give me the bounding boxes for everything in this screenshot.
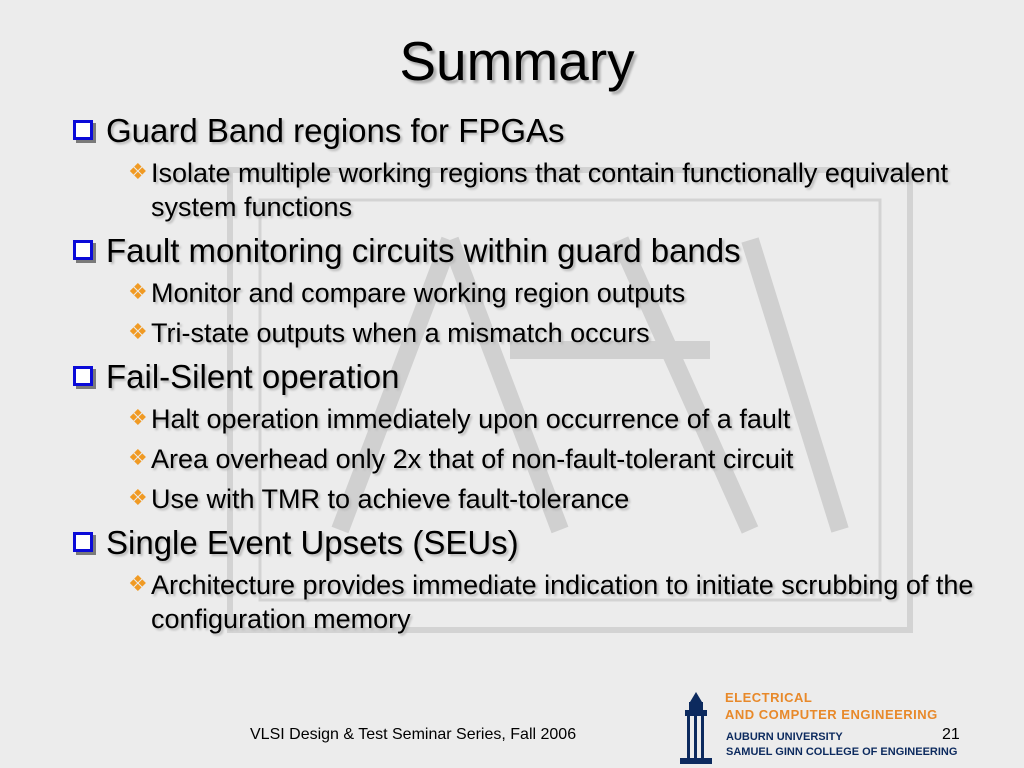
bullet-text: Halt operation immediately upon occurrence of a fault xyxy=(151,404,791,434)
bullet-text: Single Event Upsets (SEUs) xyxy=(106,524,519,561)
bullet-level2 xyxy=(128,568,1002,636)
four-diamond-bullet-icon: ❖ xyxy=(128,279,148,304)
hollow-square-bullet-icon xyxy=(73,120,93,140)
bullet-level1 xyxy=(72,524,1002,562)
hollow-square-bullet-icon xyxy=(73,240,93,260)
bullet-text: Architecture provides immediate indication to initiate scrubbing of the configuration memory xyxy=(151,570,974,634)
four-diamond-bullet-icon: ❖ xyxy=(128,485,148,510)
bullet-text: Guard Band regions for FPGAs xyxy=(106,112,565,149)
four-diamond-bullet-icon: ❖ xyxy=(128,405,148,430)
bullet-level2 xyxy=(128,482,1002,516)
bullet-text: Area overhead only 2x that of non-fault-tolerant circuit xyxy=(151,444,794,474)
hollow-square-bullet-icon xyxy=(73,366,93,386)
bullet-level2 xyxy=(128,156,1002,224)
bullet-text: Fail-Silent operation xyxy=(106,358,400,395)
bullet-level1 xyxy=(72,112,1002,150)
bullet-text: Tri-state outputs when a mismatch occurs xyxy=(151,318,650,348)
dept-line-1: ELECTRICAL xyxy=(725,690,813,705)
hollow-square-bullet-icon xyxy=(73,532,93,552)
bullet-list xyxy=(72,112,1002,636)
bullet-level2 xyxy=(128,276,1002,310)
bullet-level1 xyxy=(72,232,1002,270)
four-diamond-bullet-icon: ❖ xyxy=(128,319,148,344)
bullet-text: Fault monitoring circuits within guard bands xyxy=(106,232,741,269)
bullet-text: Use with TMR to achieve fault-tolerance xyxy=(151,484,630,514)
footer-text: VLSI Design & Test Seminar Series, Fall 2006 xyxy=(250,726,577,743)
bullet-text: Isolate multiple working regions that contain functionally equivalent system functions xyxy=(151,158,948,222)
four-diamond-bullet-icon: ❖ xyxy=(128,571,148,596)
bullet-level2 xyxy=(128,442,1002,476)
college-name: SAMUEL GINN COLLEGE OF ENGINEERING xyxy=(726,746,958,758)
samford-tower-icon xyxy=(672,690,720,766)
dept-line-2: AND COMPUTER ENGINEERING xyxy=(725,707,938,722)
bullet-level1 xyxy=(72,358,1002,396)
four-diamond-bullet-icon: ❖ xyxy=(128,159,148,184)
four-diamond-bullet-icon: ❖ xyxy=(128,445,148,470)
page-number: 21 xyxy=(942,726,960,743)
bullet-text: Monitor and compare working region outputs xyxy=(151,278,686,308)
bullet-level2 xyxy=(128,402,1002,436)
bullet-level2 xyxy=(128,316,1002,350)
university-name: AUBURN UNIVERSITY xyxy=(726,731,843,743)
slide-title: Summary xyxy=(399,30,635,92)
